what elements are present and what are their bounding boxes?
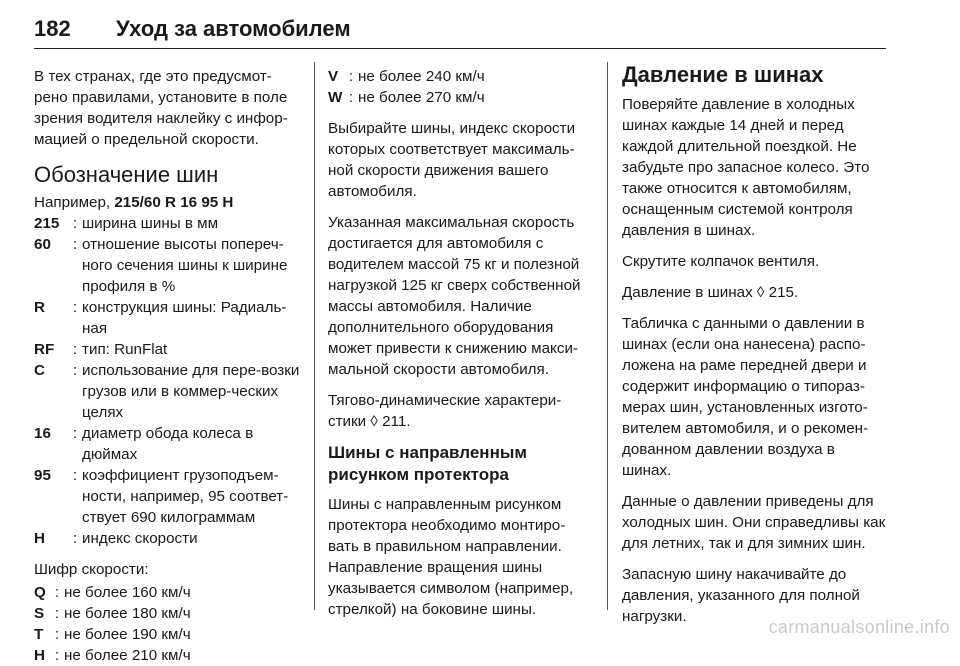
example-prefix: Например, <box>34 194 115 211</box>
colon-separator: : <box>348 89 354 106</box>
paragraph-performance-ref: Тягово-динамические характери-стики ◊ 211. <box>328 392 562 430</box>
section-title-tire-pressure: Давление в шинах <box>622 62 824 87</box>
colon-separator: : <box>72 467 78 484</box>
colon-separator: : <box>54 584 60 601</box>
code-value: использование для пере-возки грузов или в коммер-ческих целях <box>82 362 300 421</box>
tire-code-list <box>34 213 300 549</box>
tire-code-row <box>34 528 300 549</box>
colon-separator: : <box>72 362 78 379</box>
tire-code-row <box>34 360 300 423</box>
colon-separator: : <box>72 425 78 442</box>
colon-separator: : <box>72 215 78 232</box>
paragraph-valve-cap: Скрутите колпачок вентиля. <box>622 253 820 270</box>
code-key: 215 <box>34 215 60 232</box>
code-key: 95 <box>34 467 51 484</box>
example-line <box>34 192 300 213</box>
watermark: carmanualsonline.info <box>768 617 950 637</box>
tire-code-row <box>34 213 300 234</box>
code-key: 60 <box>34 236 51 253</box>
colon-separator: : <box>72 236 78 253</box>
paragraph-pressure-check: Поверяйте давление в холодных шинах каждые 14 дней и перед каждой длительной поездкой. Не забудьте про запасное колесо. Это также относится к автомобилям, оснащенным системой контроля давления в шинах. <box>622 96 870 239</box>
colon-separator: : <box>72 299 78 316</box>
code-value: индекс скорости <box>82 530 198 547</box>
tire-code-row <box>34 234 300 297</box>
code-value: ширина шины в мм <box>82 215 219 232</box>
code-key: T <box>34 626 44 643</box>
speed-code-list-continued <box>328 66 590 108</box>
speed-code-row <box>34 603 300 624</box>
code-key: W <box>328 89 343 106</box>
example-code: 215/60 R 16 95 H <box>114 194 234 211</box>
subsection-title-directional: Шины с направленным рисунком протектора <box>328 443 527 484</box>
colon-separator: : <box>72 341 78 358</box>
code-key: H <box>34 647 45 664</box>
page-header <box>34 14 886 49</box>
page-number: 182 <box>34 16 71 41</box>
code-value: не более 180 км/ч <box>64 605 191 622</box>
code-value: тип: RunFlat <box>82 341 168 358</box>
colon-separator: : <box>348 68 354 85</box>
speed-code-row <box>34 582 300 603</box>
code-value: не более 240 км/ч <box>358 68 485 85</box>
code-value: отношение высоты попереч-ного сечения шины к ширине профиля в % <box>82 236 288 295</box>
speed-code-title: Шифр скорости: <box>34 561 149 578</box>
speed-code-list <box>34 582 300 666</box>
tire-code-row <box>34 465 300 528</box>
tire-code-row <box>34 423 300 465</box>
section-title-tire-designation: Обозначение шин <box>34 162 219 187</box>
code-value: не более 190 км/ч <box>64 626 191 643</box>
speed-code-row <box>34 645 300 666</box>
code-key: RF <box>34 341 55 358</box>
column-1 <box>34 66 300 666</box>
paragraph-label-location: Табличка с данными о давлении в шинах (если она нанесена) распо-ложена на раме передней двери и содержит информацию о типораз-мерах шин, установленных изгото-вителем автомобиля, и о рекомен-дованном давлении воздуха в шинах. <box>622 315 869 479</box>
code-key: C <box>34 362 45 379</box>
code-key: R <box>34 299 45 316</box>
code-value: коэффициент грузоподъем-ности, например, 95 соответ-ствует 690 килограммам <box>82 467 289 526</box>
tire-code-row <box>34 297 300 339</box>
colon-separator: : <box>54 647 60 664</box>
code-key: S <box>34 605 45 622</box>
paragraph-max-speed: Указанная максимальная скорость достигается для автомобиля с водителем массой 75 кг и полезной нагрузкой 125 кг сверх собственной массы автомобиля. Наличие дополнительного оборудования может привести к снижению макси-мальной скорости автомобиля. <box>328 214 581 378</box>
paragraph-directional: Шины с направленным рисунком протектора необходимо монтиро-вать в правильном направлении. Направление вращения шины указывается символом (например, стрелкой) на боковине шины. <box>328 496 574 618</box>
code-value: не более 270 км/ч <box>358 89 485 106</box>
code-key: H <box>34 530 45 547</box>
paragraph-spare-tire: Запасную шину накачивайте до давления, указанного для полной нагрузки. <box>622 566 860 625</box>
code-key: 16 <box>34 425 51 442</box>
speed-code-row <box>328 66 590 87</box>
paragraph-cold-tires: Данные о давлении приведены для холодных шин. Они справедливы как для летних, так и для зимних шин. <box>622 493 886 552</box>
colon-separator: : <box>54 626 60 643</box>
code-key: V <box>328 68 339 85</box>
column-divider <box>607 62 608 610</box>
column-3 <box>622 62 888 637</box>
intro-paragraph: В тех странах, где это предусмот-рено правилами, установите в поле зрения водителя наклейку с инфор-мацией о предельной скорости. <box>34 68 288 148</box>
colon-separator: : <box>72 530 78 547</box>
chapter-title: Уход за автомобилем <box>116 16 351 41</box>
tire-code-row <box>34 339 300 360</box>
paragraph-speed-index: Выбирайте шины, индекс скорости которых соответствует максималь-ной скорости движения вашего автомобиля. <box>328 120 576 200</box>
column-2 <box>328 66 590 630</box>
code-value: не более 160 км/ч <box>64 584 191 601</box>
code-key: Q <box>34 584 46 601</box>
code-value: не более 210 км/ч <box>64 647 191 664</box>
colon-separator: : <box>54 605 60 622</box>
code-value: конструкция шины: Радиаль-ная <box>82 299 287 337</box>
paragraph-pressure-ref: Давление в шинах ◊ 215. <box>622 284 799 301</box>
code-value: диаметр обода колеса в дюймах <box>82 425 254 463</box>
column-divider <box>314 62 315 610</box>
speed-code-row <box>328 87 590 108</box>
